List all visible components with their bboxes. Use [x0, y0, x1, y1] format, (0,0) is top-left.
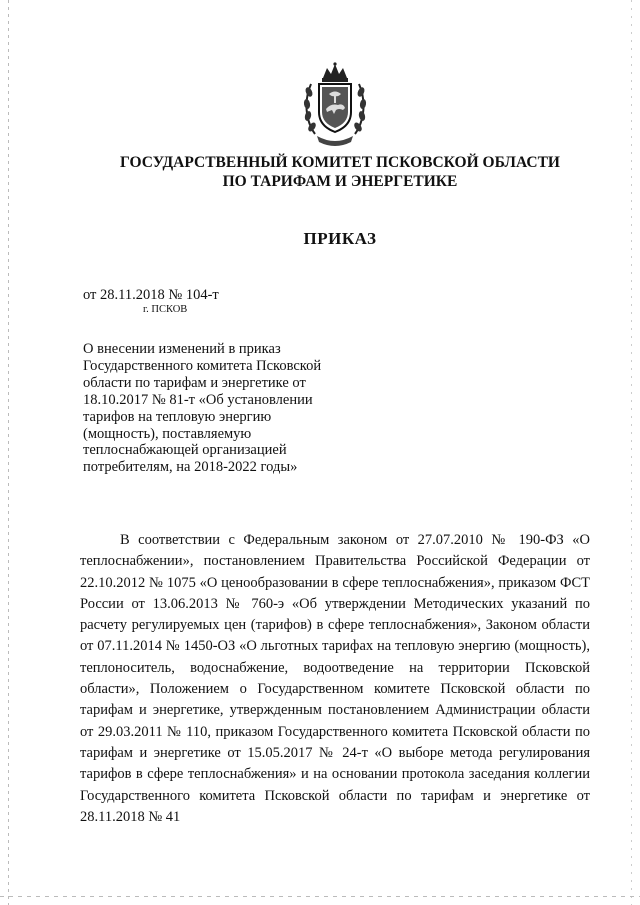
committee-name-line2: ПО ТАРИФАМ И ЭНЕРГЕТИКЕ [222, 173, 458, 190]
pskov-oblast-coat-of-arms-icon [301, 62, 369, 150]
subject-line: тарифов на тепловую энергию [83, 408, 272, 425]
document-type: ПРИКАЗ [303, 229, 377, 248]
scan-edge-left [8, 0, 9, 905]
scan-edge-right [631, 0, 632, 905]
committee-name [80, 153, 600, 191]
document-subject [83, 341, 373, 476]
subject-line: О внесении изменений в приказ [83, 341, 281, 357]
subject-line: теплоснабжающей организацией [83, 442, 287, 459]
subject-line: области по тарифам и энергетике от [83, 374, 306, 391]
subject-line: 18.10.2017 № 81-т «Об установлении [83, 391, 313, 408]
committee-name-line1: ГОСУДАРСТВЕННЫЙ КОМИТЕТ ПСКОВСКОЙ ОБЛАСТИ [119, 154, 560, 171]
scan-edge-bottom [0, 896, 640, 897]
document-date-number: от 28.11.2018 № 104-т [83, 287, 219, 303]
subject-line: (мощность), поставляемую [83, 425, 252, 442]
preamble-paragraph: В соответствии с Федеральным законом от 27.07.2010 № 190-ФЗ «О теплоснабжении», постановлением Правительства Российской Федерации от 22.10.2012 № 1075 «О ценообразовании в сфере теплоснабжения», приказом ФСТ России от 13.06.2013 № 760-э «Об утверждении Методических указаний по расчету регулируемых цен (тарифов) в сфере теплоснабжения», Законом области от 07.11.2014 № 1450-ОЗ «О льготных тарифах на тепловую энергию (мощность), теплоноситель, водоснабжение, водоотведение на территории Псковской области», Положением о Государственном комитете Псковской области по тарифам и энергетике, утвержденным постановлением Администрации области от 29.03.2011 № 110, приказом Государственного комитета Псковской области по тарифам и энергетике от 15.05.2017 № 24-т «О выборе метода регулирования тарифов в сфере теплоснабжения» и на основании протокола заседания коллегии Государственного комитета Псковской области по тарифам и энергетике от 28.11.2018 № 41 [80, 532, 590, 825]
document-city: г. ПСКОВ [143, 304, 188, 315]
subject-line: потребителям, на 2018-2022 годы» [83, 459, 298, 476]
subject-line: Государственного комитета Псковской [83, 357, 322, 374]
